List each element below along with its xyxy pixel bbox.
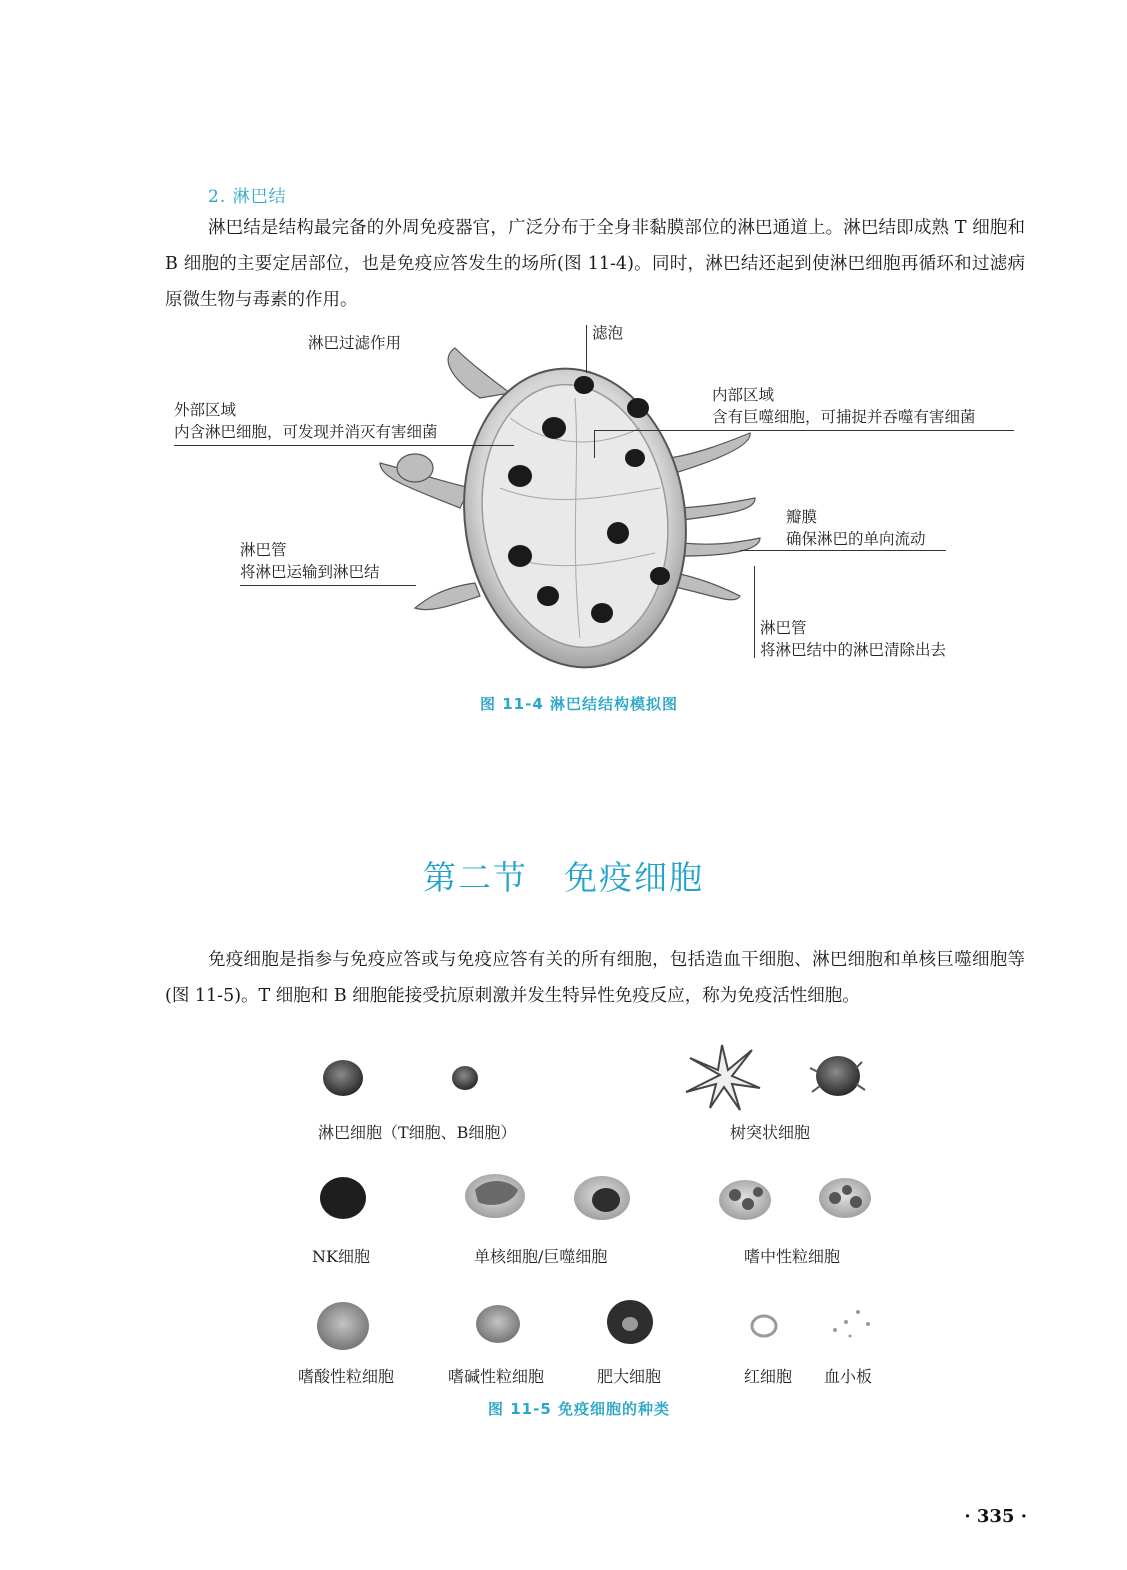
label-valve-title: 瓣膜 xyxy=(786,508,818,526)
label-platelet: 血小板 xyxy=(824,1367,873,1386)
section-title xyxy=(0,852,1127,899)
neutrophil-cell-1 xyxy=(719,1180,771,1220)
caption-figure-11-4: 图 11-4 淋巴结结构模拟图 xyxy=(480,695,678,713)
section-name: 免疫细胞 xyxy=(564,858,704,897)
page-number: · 335 · xyxy=(964,1506,1027,1527)
eosinophil-cell xyxy=(317,1302,369,1350)
subheading-lymph-node: 2. 淋巴结 xyxy=(208,187,287,207)
red-blood-cell xyxy=(752,1316,776,1336)
immune-cells-illustration xyxy=(290,1040,890,1370)
dendritic-cell-1 xyxy=(686,1045,760,1110)
label-afferent-vessel-title: 淋巴管 xyxy=(240,541,287,559)
label-basophil: 嗜碱性粒细胞 xyxy=(448,1367,545,1386)
label-efferent-vessel-title: 淋巴管 xyxy=(760,619,807,637)
lymphocyte-cell-2 xyxy=(452,1066,478,1090)
label-follicle: 滤泡 xyxy=(592,324,624,342)
label-mast-cell: 肥大细胞 xyxy=(597,1367,662,1386)
label-eosinophil: 嗜酸性粒细胞 xyxy=(298,1367,395,1386)
label-afferent-vessel-desc: 将淋巴运输到淋巴结 xyxy=(240,563,380,581)
label-lymphocyte: 淋巴细胞（T细胞、B细胞） xyxy=(318,1123,517,1142)
leader-inner-region-drop xyxy=(594,430,595,458)
nk-cell xyxy=(320,1177,366,1219)
macrophage-cell-2 xyxy=(574,1176,630,1220)
label-outer-region-title: 外部区域 xyxy=(174,401,237,419)
leader-efferent-vessel xyxy=(754,566,755,658)
monocyte-cell-1 xyxy=(465,1174,525,1218)
label-inner-region-desc: 含有巨噬细胞，可捕捉并吞噬有害细菌 xyxy=(712,408,976,426)
label-dendritic-cell: 树突状细胞 xyxy=(730,1123,811,1142)
caption-figure-11-5: 图 11-5 免疫细胞的种类 xyxy=(488,1400,670,1418)
platelets xyxy=(833,1310,870,1338)
label-filter-function: 淋巴过滤作用 xyxy=(308,334,402,352)
label-outer-region-desc: 内含淋巴细胞，可发现并消灭有害细菌 xyxy=(174,423,438,441)
section-number: 第二节 xyxy=(423,858,528,897)
label-neutrophil: 嗜中性粒细胞 xyxy=(744,1247,841,1266)
label-monocyte-macrophage: 单核细胞/巨噬细胞 xyxy=(474,1247,608,1266)
paragraph-lymph-node-text: 淋巴结是结构最完备的外周免疫器官，广泛分布于全身非黏膜部位的淋巴通道上。淋巴结即成熟 T 细胞和 B 细胞的主要定居部位，也是免疫应答发生的场所(图 11-4)。同时，淋巴结还起到使淋巴细胞再循环和过滤病原微生物与毒素的作用。 xyxy=(165,218,1025,310)
paragraph-lymph-node xyxy=(165,210,1025,318)
basophil-cell xyxy=(476,1305,520,1343)
paragraph-immune-cells xyxy=(165,942,1025,1014)
paragraph-immune-cells-text: 免疫细胞是指参与免疫应答或与免疫应答有关的所有细胞，包括造血干细胞、淋巴细胞和单核巨噬细胞等(图 11-5)。T 细胞和 B 细胞能接受抗原刺激并发生特异性免疫反应，称为免疫活性细胞。 xyxy=(165,950,1025,1006)
leader-afferent-vessel xyxy=(240,585,416,586)
dendritic-cell-2 xyxy=(810,1056,865,1096)
leader-valve xyxy=(740,550,946,551)
neutrophil-cell-2 xyxy=(819,1178,871,1218)
label-inner-region-title: 内部区域 xyxy=(712,386,775,404)
leader-outer-region xyxy=(174,445,514,446)
label-red-blood-cell: 红细胞 xyxy=(744,1367,793,1386)
leader-inner-region xyxy=(594,430,1014,431)
lymph-node-illustration xyxy=(370,338,770,678)
lymphocyte-cell-1 xyxy=(323,1060,363,1096)
label-valve-desc: 确保淋巴的单向流动 xyxy=(786,530,926,548)
label-nk-cell: NK细胞 xyxy=(312,1247,370,1266)
label-efferent-vessel-desc: 将淋巴结中的淋巴清除出去 xyxy=(760,641,947,659)
mast-cell xyxy=(607,1300,653,1344)
leader-follicle xyxy=(586,325,587,373)
